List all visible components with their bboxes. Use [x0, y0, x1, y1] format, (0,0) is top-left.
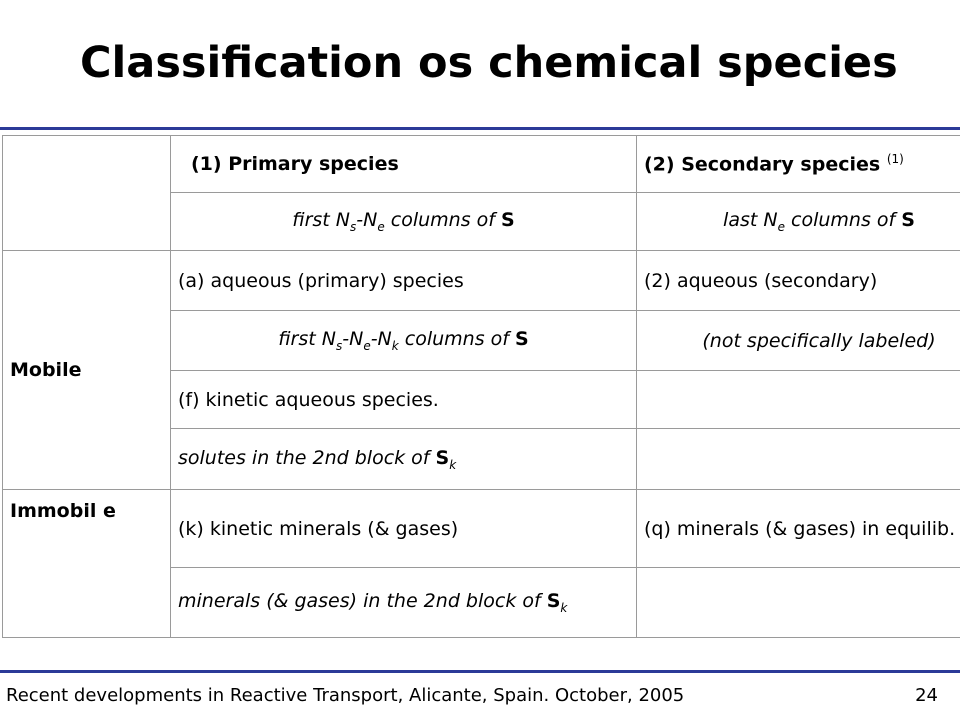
matrix-symbol: S	[435, 446, 450, 469]
text-span: solutes in the 2nd block of	[178, 446, 436, 469]
aqueous-primary-cell: (a) aqueous (primary) species	[171, 251, 637, 311]
subscript: k	[449, 457, 457, 472]
text-span: -N	[342, 328, 364, 351]
text-span: columns of	[398, 328, 516, 351]
empty-cell	[637, 568, 960, 638]
subscript: s	[335, 338, 343, 353]
matrix-symbol: S	[501, 209, 515, 232]
matrix-symbol: S	[515, 328, 529, 351]
footer-divider	[0, 670, 960, 673]
mobile-columns-cell	[171, 311, 637, 371]
secondary-header-text: (2) Secondary species	[644, 153, 881, 176]
equilibrium-minerals-cell: (q) minerals (& gases) in equilib.	[637, 490, 960, 568]
empty-cell	[637, 371, 960, 429]
text-span: -N	[356, 209, 378, 232]
not-labeled-cell: (not specifically labeled)	[637, 311, 960, 371]
minerals-block-cell	[171, 568, 637, 638]
subscript: e	[777, 219, 785, 234]
primary-header-text: (1) Primary species	[191, 153, 399, 175]
primary-species-header	[171, 136, 637, 193]
subscript: e	[377, 219, 385, 234]
subscript: e	[363, 338, 371, 353]
subscript: k	[391, 338, 399, 353]
secondary-species-header	[637, 136, 960, 193]
empty-corner-cell	[3, 136, 171, 251]
secondary-header-footnote: (1)	[886, 152, 904, 167]
kinetic-minerals-cell: (k) kinetic minerals (& gases)	[171, 490, 637, 568]
kinetic-aqueous-cell: (f) kinetic aqueous species.	[171, 371, 637, 429]
empty-cell	[637, 429, 960, 490]
table-header-row	[3, 136, 960, 193]
solutes-cell	[171, 429, 637, 490]
matrix-symbol: S	[546, 590, 561, 613]
table-row	[3, 490, 960, 568]
primary-columns-cell	[171, 193, 637, 251]
text-span: columns of	[784, 209, 902, 232]
text-span: last N	[723, 209, 778, 232]
title-divider	[0, 127, 960, 130]
table-row	[3, 251, 960, 311]
text-span: -N	[370, 328, 392, 351]
text-span: minerals (& gases) in the 2nd block of	[178, 590, 547, 613]
subscript: s	[349, 219, 357, 234]
page-number: 24	[915, 685, 938, 706]
matrix-symbol: S	[901, 209, 915, 232]
mobile-row-label: Mobile	[3, 251, 171, 490]
text-span: columns of	[384, 209, 501, 232]
aqueous-secondary-cell: (2) aqueous (secondary)	[637, 251, 960, 311]
text-span: first N	[278, 328, 336, 351]
footer-text: Recent developments in Reactive Transport, Alicante, Spain. October, 2005	[6, 685, 685, 706]
subscript: k	[560, 600, 568, 615]
secondary-columns-cell	[637, 193, 960, 251]
species-classification-table	[2, 135, 960, 638]
immobile-row-label: Immobil e	[3, 490, 171, 638]
slide-title: Classification os chemical species	[80, 38, 898, 88]
text-span: first N	[292, 209, 350, 232]
